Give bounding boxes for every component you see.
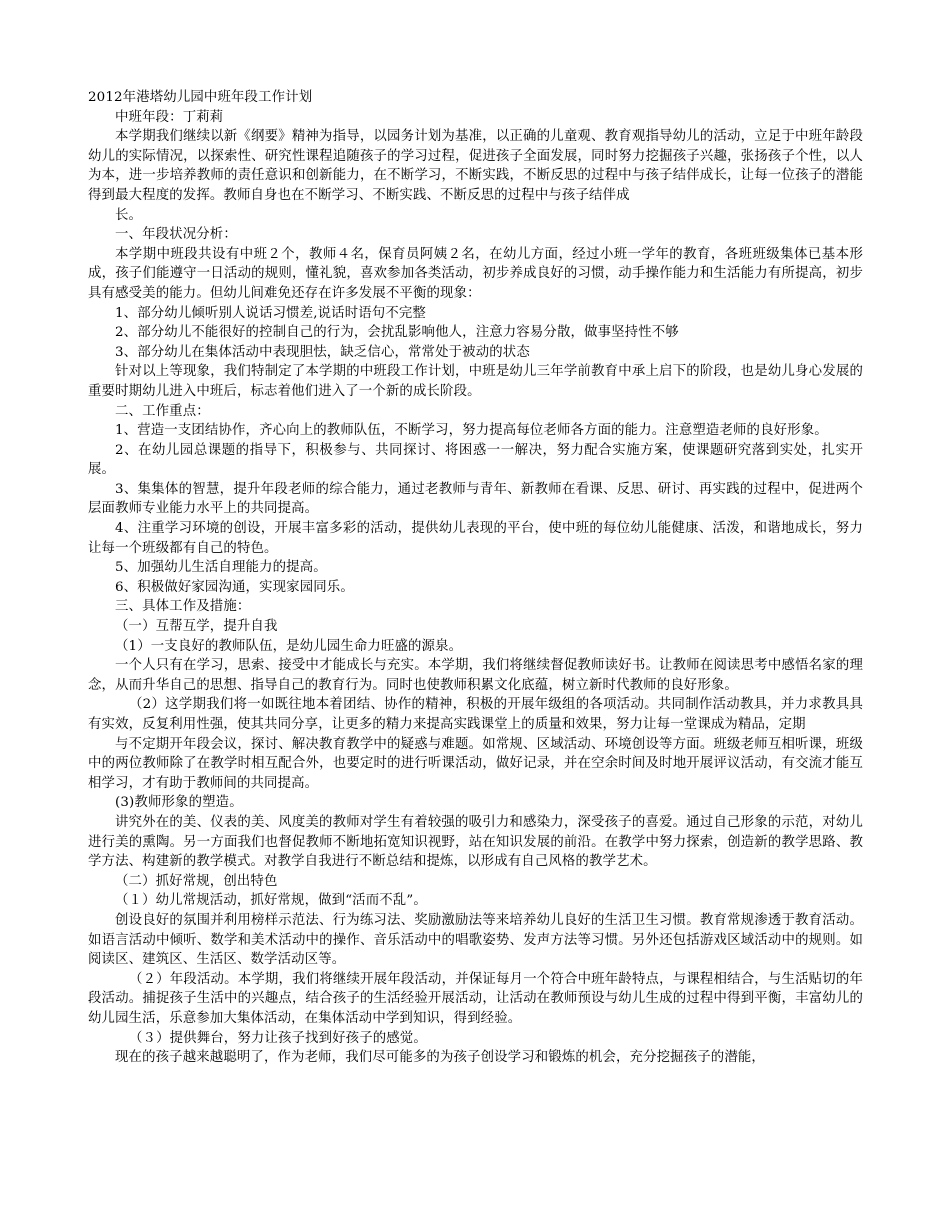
paragraph: 本学期中班段共设有中班２个，教师４名，保育员阿姨２名，在幼儿方面，经过小班一学年的教育，各班班级集体已基本形成，孩子们能遵守一日活动的规则，懂礼貌，喜欢参加各类活动，初步养成良好的习惯，动手操作能力和生活能力有所提高，初步具有感受美的能力。但幼儿间难免还存在许多发展不平衡的现象：	[88, 246, 863, 301]
paragraph: (3)教师形象的塑造。	[115, 795, 243, 811]
document-page	[88, 88, 863, 1068]
paragraph: 一个人只有在学习，思索、接受中才能成长与充实。本学期，我们将继续督促教师读好书。让教师在阅读思考中感悟名家的理念，从而升华自己的思想、指导自己的教育行为。同时也使教师积累文化底蕴，树立新时代教师的良好形象。	[88, 658, 863, 693]
paragraph: 3、部分幼儿在集体活动中表现胆怯，缺乏信心，常常处于被动的状态	[115, 344, 530, 360]
paragraph: 1、部分幼儿倾听别人说话习惯差,说话时语句不完整	[115, 305, 426, 321]
paragraph: 现在的孩子越来越聪明了，作为老师，我们尽可能多的为孩子创设学习和锻炼的机会，充分挖掘孩子的潜能，	[115, 1050, 765, 1066]
paragraph: 中班年段：丁莉莉	[115, 109, 224, 125]
paragraph: 本学期我们继续以新《纲要》精神为指导，以园务计划为基准，以正确的儿童观、教育观指导幼儿的活动，立足于中班年龄段幼儿的实际情况，以探索性、研究性课程追随孩子的学习过程，促进孩子全面发展，同时努力挖掘孩子兴趣，张扬孩子个性，以人为本，进一步培养教师的责任意识和创新能力，在不断学习，不断实践，不断反思的过程中与孩子结伴成长，让每一位孩子的潜能得到最大程度的发挥。教师自身也在不断学习、不断实践、不断反思的过程中与孩子结伴成	[88, 129, 863, 203]
paragraph: 6、积极做好家园沟通，实现家园同乐。	[115, 579, 354, 595]
document-body	[88, 108, 863, 1068]
paragraph: （３）提供舞台，努力让孩子找到好孩子的感觉。	[129, 1030, 427, 1046]
paragraph: （二）抓好常规，创出特色	[115, 873, 278, 889]
paragraph: 二、工作重点：	[115, 403, 210, 419]
paragraph: 三、具体工作及措施：	[115, 599, 251, 615]
paragraph: 3、集集体的智慧，提升年段老师的综合能力，通过老教师与青年、新教师在看课、反思、研讨、再实践的过程中，促进两个层面教师专业能力水平上的共同提高。	[88, 481, 863, 517]
paragraph: （2）这学期我们将一如既往地本着团结、协作的精神，积极的开展年级组的各项活动。共同制作活动教具，并力求教具具有实效，反复利用性强，使其共同分享，让更多的精力来提高实践课堂上的质量和效果，努力让每一堂课成为精品，定期	[88, 697, 863, 732]
paragraph: 4、注重学习环境的创设，开展丰富多彩的活动，提供幼儿表现的平台，使中班的每位幼儿能健康、活泼，和谐地成长，努力让每一个班级都有自己的特色。	[88, 521, 863, 556]
paragraph: （１）幼儿常规活动，抓好常规，做到“活而不乱”。	[115, 893, 427, 909]
paragraph: 讲究外在的美、仪表的美、风度美的教师对学生有着较强的吸引力和感染力，深受孩子的喜爱。通过自己形象的示范，对幼儿进行美的熏陶。另一方面我们也督促教师不断地拓宽知识视野，站在知识发展的前沿。在教学中努力探索，创造新的教学思路、教学方法、构建新的教学模式。对教学自我进行不断总结和提炼，以形成有自己风格的教学艺术。	[88, 814, 863, 870]
document-title: 2012年港塔幼儿园中班年段工作计划	[88, 90, 313, 105]
paragraph: 2、部分幼儿不能很好的控制自己的行为，会扰乱影响他人，注意力容易分散，做事坚持性不够	[115, 325, 679, 341]
paragraph: （1）一支良好的教师队伍，是幼儿园生命力旺盛的源泉。	[115, 638, 463, 654]
paragraph: （２）年段活动。本学期，我们将继续开展年段活动，并保证每月一个符合中班年龄特点，与课程相结合，与生活贴切的年段活动。捕捉孩子生活中的兴趣点，结合孩子的生活经验开展活动，让活动在教师预设与幼儿生成的过程中得到平衡，丰富幼儿的幼儿园生活，乐意参加大集体活动，在集体活动中学到知识，得到经验。	[88, 971, 863, 1026]
paragraph: 与不定期开年段会议，探讨、解决教育教学中的疑惑与难题。如常规、区域活动、环境创设等方面。班级老师互相听课，班级中的两位教师除了在教学时相互配合外，也要定时的进行听课活动，做好记录，并在空余时间及时地开展评议活动，有交流才能互相学习，才有助于教师间的共同提高。	[88, 736, 863, 791]
paragraph: 针对以上等现象，我们特制定了本学期的中班段工作计划，中班是幼儿三年学前教育中承上启下的阶段，也是幼儿身心发展的重要时期幼儿进入中班后，标志着他们进入了一个新的成长阶段。	[88, 364, 863, 399]
paragraph: 2、在幼儿园总课题的指导下，积极参与、共同探讨、将困惑一一解决，努力配合实施方案，使课题研究落到实处，扎实开展。	[88, 442, 863, 478]
paragraph: 长。	[115, 207, 143, 223]
paragraph: （一）互帮互学，提升自我	[115, 619, 278, 635]
paragraph: 5、加强幼儿生活自理能力的提高。	[115, 560, 327, 576]
paragraph: 1、营造一支团结协作，齐心向上的教师队伍，不断学习，努力提高每位老师各方面的能力。注意塑造老师的良好形象。	[115, 423, 828, 439]
paragraph: 一、年段状况分析：	[115, 227, 237, 243]
paragraph: 创设良好的氛围并利用榜样示范法、行为练习法、奖励激励法等来培养幼儿良好的生活卫生习惯。教育常规渗透于教育活动。如语言活动中倾听、数学和美术活动中的操作、音乐活动中的唱歌姿势、发声方法等习惯。另外还包括游戏区域活动中的规则。如阅读区、建筑区、生活区、数学活动区等。	[88, 912, 863, 968]
